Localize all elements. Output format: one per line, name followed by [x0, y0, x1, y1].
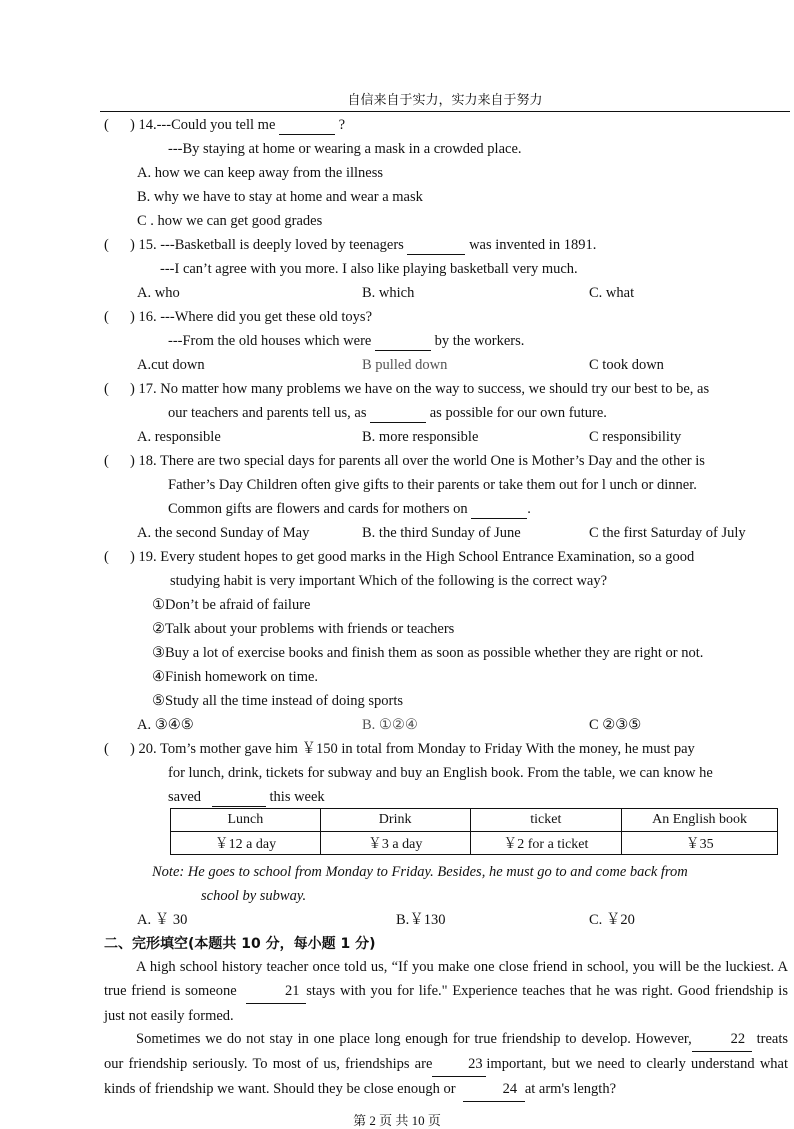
stem-line-3	[168, 788, 325, 807]
option-c: C. ￥20	[589, 912, 635, 928]
table-header-row	[171, 809, 778, 832]
stem-text: ---Basketball is deeply loved by teenagers	[160, 237, 404, 253]
price-table	[170, 808, 778, 855]
question-number: ) 17.	[130, 381, 157, 397]
option-a: A. who	[137, 285, 180, 301]
option-a: A. ￥ 30	[137, 912, 188, 928]
stem-text-end: was invented in 1891.	[469, 237, 597, 253]
answer-blank	[370, 404, 426, 423]
answer-paren: (	[104, 237, 109, 253]
question-number: ) 18.	[130, 453, 157, 469]
table-header-cell: Drink	[320, 809, 470, 832]
question-number: ) 14.	[130, 117, 157, 133]
option-b: B. ①②④	[362, 717, 418, 733]
option-c: C the first Saturday of July	[589, 525, 746, 541]
question-number: ) 15.	[130, 237, 157, 253]
table-header-cell: An English book	[622, 809, 778, 832]
question-number: ) 20.	[130, 741, 157, 757]
question-number: ) 16.	[130, 309, 157, 325]
answer-paren: (	[104, 309, 109, 325]
choice-item-4: ④Finish homework on time.	[152, 669, 319, 685]
option-a: A.cut down	[137, 357, 205, 373]
reply-text-start: ---From the old houses which were	[168, 333, 372, 349]
table-header-cell: Lunch	[171, 809, 321, 832]
stem-text-end: as possible for our own future.	[429, 405, 607, 421]
stem-text: saved	[168, 789, 202, 805]
table-cell: ￥2 for a ticket	[470, 832, 622, 855]
stem-line: Tom’s mother gave him ￥150 in total from Monday to Friday With the money, he must pay	[159, 741, 695, 757]
section-title: 二、完形填空(本题共 10 分，每小题 1 分)	[104, 936, 376, 952]
answer-blank	[279, 116, 335, 135]
answer-paren: (	[104, 381, 109, 397]
reply-text: ---I can’t agree with you more. I also like playing basketball very much.	[160, 261, 578, 277]
reply-text	[168, 332, 524, 351]
stem-text: our teachers and parents tell us, as	[168, 405, 367, 421]
stem-line-2: Father’s Day Children often give gifts to their parents or take them out for l unch or dinner.	[168, 477, 697, 493]
note-line-2: school by subway.	[201, 888, 307, 904]
question-stem	[130, 236, 596, 255]
table-cell: ￥35	[622, 832, 778, 855]
question-number: ) 19.	[130, 549, 157, 565]
choice-item-5: ⑤Study all the time instead of doing sports	[152, 693, 404, 709]
table-cell: ￥12 a day	[171, 832, 321, 855]
question-stem	[130, 452, 705, 470]
answer-blank	[375, 332, 431, 351]
paragraph-text: stays with you for life." Experience teaches that he was right. Good friendship is just not easily formed.	[104, 983, 788, 1024]
option-b: B. why we have to stay at home and wear a mask	[137, 189, 423, 205]
stem-line: There are two special days for parents all over the world One is Mother’s Day and the other is	[159, 453, 705, 469]
note-line-1: Note: He goes to school from Monday to Friday. Besides, he must go to and come back from	[152, 864, 688, 880]
paragraph-text: at arm's length?	[524, 1081, 617, 1097]
answer-paren: (	[104, 741, 109, 757]
stem-line-2	[168, 404, 607, 423]
page-number: 第 2 页 共 10 页	[353, 1113, 441, 1128]
option-a: A. responsible	[137, 429, 221, 445]
option-c: C ②③⑤	[589, 717, 642, 733]
stem-line: No matter how many problems we have on the way to success, we should try our best to be, as	[160, 381, 710, 397]
stem-text: ---Where did you get these old toys?	[160, 309, 373, 325]
cloze-paragraph-1	[104, 955, 788, 1028]
cloze-blank-21: 21	[246, 979, 306, 1004]
stem-text-end: this week	[269, 789, 325, 805]
answer-blank	[471, 500, 527, 519]
option-a: A. how we can keep away from the illness	[137, 165, 384, 181]
table-cell: ￥3 a day	[320, 832, 470, 855]
option-a: A. the second Sunday of May	[137, 525, 310, 541]
choice-item-3: ③Buy a lot of exercise books and finish them as soon as possible whether they are right or not.	[152, 645, 704, 661]
cloze-blank-24: 24	[463, 1077, 525, 1102]
option-a: A. ③④⑤	[137, 717, 194, 733]
stem-line-3	[168, 500, 531, 519]
stem-line-2: studying habit is very important Which of the following is the correct way?	[170, 573, 608, 589]
question-stem	[130, 740, 695, 758]
reply-text-end: by the workers.	[434, 333, 525, 349]
cloze-paragraph-2	[104, 1027, 788, 1102]
answer-paren: (	[104, 117, 109, 133]
table-header-cell: ticket	[470, 809, 622, 832]
option-b: B. the third Sunday of June	[362, 525, 521, 541]
stem-text: Common gifts are flowers and cards for mothers on	[168, 501, 468, 517]
answer-blank	[407, 236, 465, 255]
option-b: B.￥130	[396, 912, 446, 928]
question-stem	[130, 308, 372, 326]
option-b: B pulled down	[362, 357, 448, 373]
paragraph-text: treats our friendship seriously. To most of us, friendships are	[104, 1031, 788, 1072]
table-row	[171, 832, 778, 855]
question-stem	[130, 380, 709, 398]
stem-text-end: ?	[338, 117, 346, 133]
stem-text-end: .	[527, 501, 531, 517]
answer-paren: (	[104, 453, 109, 469]
choice-item-2: ②Talk about your problems with friends or teachers	[152, 621, 455, 637]
paragraph-text: important, but we need to clearly understand what kinds of friendship we want. Should they be close enough or	[104, 1056, 788, 1097]
option-c: C. what	[589, 285, 635, 301]
stem-text: ---Could you tell me	[156, 117, 276, 133]
question-stem	[130, 116, 345, 135]
option-c: C responsibility	[589, 429, 682, 445]
stem-line-2: for lunch, drink, tickets for subway and buy an English book. From the table, we can know he	[168, 765, 713, 781]
option-b: B. which	[362, 285, 415, 301]
stem-line: Every student hopes to get good marks in the High School Entrance Examination, so a good	[160, 549, 695, 565]
choice-item-1: ①Don’t be afraid of failure	[152, 597, 311, 613]
paragraph-text: A high school history teacher once told us, “If you make one close friend in school, you will be the luckiest. A true friend is someone	[104, 959, 788, 999]
paragraph-text: Sometimes we do not stay in one place long enough for true friendship to develop. However,	[136, 1031, 692, 1047]
option-c: C . how we can get good grades	[137, 213, 323, 229]
cloze-blank-22: 22	[692, 1027, 752, 1052]
answer-blank	[212, 788, 266, 807]
option-b: B. more responsible	[362, 429, 479, 445]
question-stem	[130, 548, 694, 566]
answer-paren: (	[104, 549, 109, 565]
option-c: C took down	[589, 357, 664, 373]
reply-text: ---By staying at home or wearing a mask in a crowded place.	[168, 141, 522, 157]
page-header-motto: 自信来自于实力，实力来自于努力	[100, 91, 790, 112]
cloze-blank-23: 23	[432, 1052, 486, 1077]
